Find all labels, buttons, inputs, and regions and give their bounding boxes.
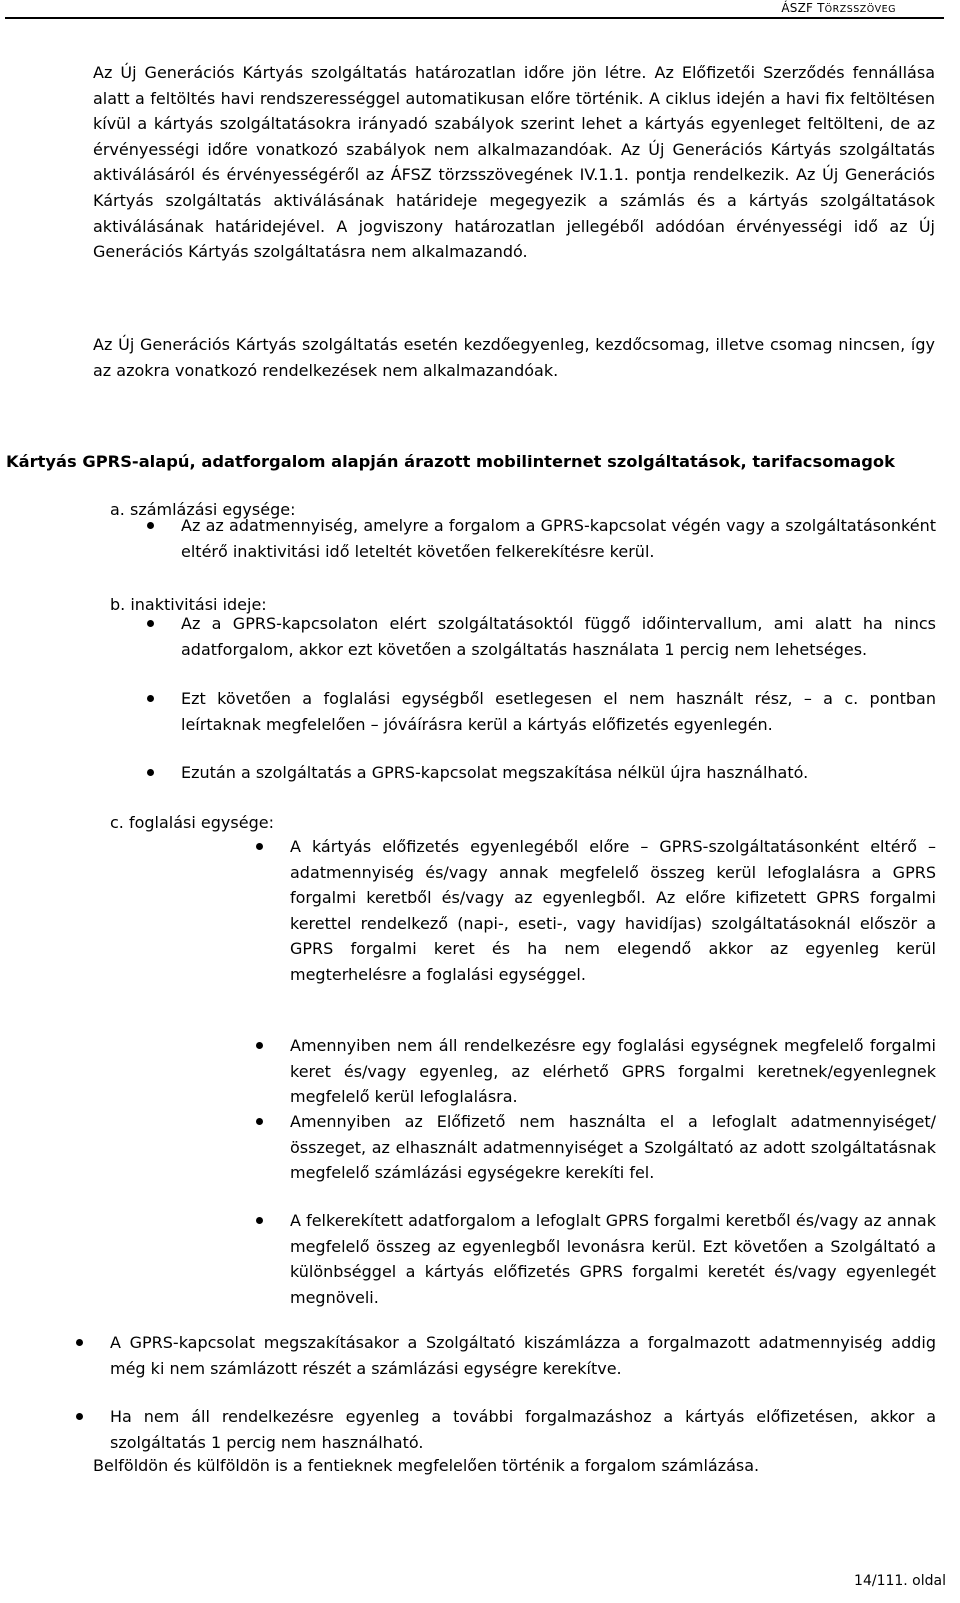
bullet-icon — [256, 843, 263, 850]
bullet-icon — [256, 1042, 263, 1049]
bullet-icon — [147, 620, 154, 627]
paragraph-starting-balance: Az Új Generációs Kártyás szolgáltatás esetén kezdőegyenleg, kezdőcsomag, illetve csomag nincsen, így az azokra vonatkozó rendelkezések nem alkalmazandóak. — [93, 335, 935, 380]
label-billing-unit: a. számlázási egysége: — [110, 500, 296, 519]
bullet-icon — [256, 1217, 263, 1224]
bullet-icon — [76, 1339, 83, 1346]
header-title: ÁSZF T — [781, 1, 825, 15]
label-reservation-unit: c. foglalási egysége: — [110, 813, 274, 832]
paragraph-validity: Az Új Generációs Kártyás szolgáltatás határozatlan időre jön létre. Az Előfizetői Szerződés fennállása alatt a feltöltés havi rendszerességgel automatikusan előre történik. A ciklus idején a havi fix feltöltésen kívül a kártyás szolgáltatásokra irányadó szabályok szerint lehet a kártyás egyenleget feltölteni, de az érvényességi időre vonatkozó szabályok nem alkalmazandóak. Az Új Generációs Kártyás szolgáltatás aktiválásáról és érvényességéről az ÁFSZ törzsszövegének IV.1.1. pontja rendelkezik. Az Új Generációs Kártyás szolgáltatás aktiválásának határideje megegyezik a számlás és a kártyás szolgáltatások aktiválásának határidejével. A jogviszony határozatlan jellegéből adódóan érvényességi idő az Új Generációs Kártyás szolgáltatásra nem alkalmazandó. — [93, 63, 935, 262]
list-item: A GPRS-kapcsolat megszakításakor a Szolgáltató kiszámlázza a forgalmazott adatmennyiség addig még ki nem számlázott részét a számlázási egységre kerekítve. — [110, 1333, 936, 1378]
page-header — [781, 1, 896, 15]
page-number: 14/111. oldal — [854, 1573, 946, 1589]
list-item: Ezután a szolgáltatás a GPRS-kapcsolat megszakítása nélkül újra használható. — [181, 763, 809, 782]
bullet-icon — [147, 522, 154, 529]
list-item: Az az adatmennyiség, amelyre a forgalom a GPRS-kapcsolat végén vagy a szolgáltatásonként eltérő inaktivitási idő leteltét követően felkerekítésre kerül. — [181, 516, 936, 561]
header-rule — [5, 17, 944, 19]
header-title-smallcaps: ÖRZSSZÖVEG — [824, 4, 896, 15]
bullet-icon — [147, 769, 154, 776]
paragraph-closing: Belföldön és külföldön is a fentieknek megfelelően történik a forgalom számlázása. — [93, 1456, 760, 1475]
list-item: A kártyás előfizetés egyenlegéből előre – GPRS-szolgáltatásonként eltérő – adatmennyiség és/vagy annak megfelelő összeg kerül lefoglalásra a GPRS forgalmi keretből és/vagy az egyenlegből. Az előre kifizetett GPRS forgalmi kerettel rendelkező (napi-, eseti-, vagy havidíjas) szolgáltatásoknál először a GPRS forgalmi keret és ha nem elegendő akkor az egyenleg kerül megterhelésre a foglalási egységgel. — [290, 837, 936, 984]
label-inactivity-time: b. inaktivitási ideje: — [110, 595, 267, 614]
list-item: Amennyiben nem áll rendelkezésre egy foglalási egységnek megfelelő forgalmi keret és/vagy egyenleg, az elérhető GPRS forgalmi keretnek/egyenlegnek megfelelő kerül lefoglalásra. — [290, 1036, 936, 1107]
list-item: Az a GPRS-kapcsolaton elért szolgáltatásoktól függő időintervallum, ami alatt ha nincs adatforgalom, akkor ezt követően a szolgáltatás használata 1 percig nem lehetséges. — [181, 614, 936, 659]
bullet-icon — [256, 1118, 263, 1125]
bullet-icon — [147, 695, 154, 702]
list-item: Amennyiben az Előfizető nem használta el a lefoglalt adatmennyiséget/összeget, az elhasznált adatmennyiséget a Szolgáltató az adott szolgáltatásnak megfelelő számlázási egységekre kerekíti fel. — [290, 1112, 936, 1183]
list-item: A felkerekített adatforgalom a lefoglalt GPRS forgalmi keretből és/vagy az annak megfelelő összeg az egyenlegből levonásra kerül. Ezt követően a Szolgáltató a különbséggel a kártyás előfizetés GPRS forgalmi keretét és/vagy egyenlegét megnöveli. — [290, 1211, 936, 1307]
list-item: Ezt követően a foglalási egységből esetlegesen el nem használt rész, – a c. pontban leírtaknak megfelelően – jóváírásra kerül a kártyás előfizetés egyenlegén. — [181, 689, 936, 734]
list-item: Ha nem áll rendelkezésre egyenleg a további forgalmazáshoz a kártyás előfizetésen, akkor a szolgáltatás 1 percig nem használható. — [110, 1407, 936, 1452]
section-heading: Kártyás GPRS-alapú, adatforgalom alapján árazott mobilinternet szolgáltatások, tarifacsomagok — [6, 452, 895, 471]
bullet-icon — [76, 1413, 83, 1420]
